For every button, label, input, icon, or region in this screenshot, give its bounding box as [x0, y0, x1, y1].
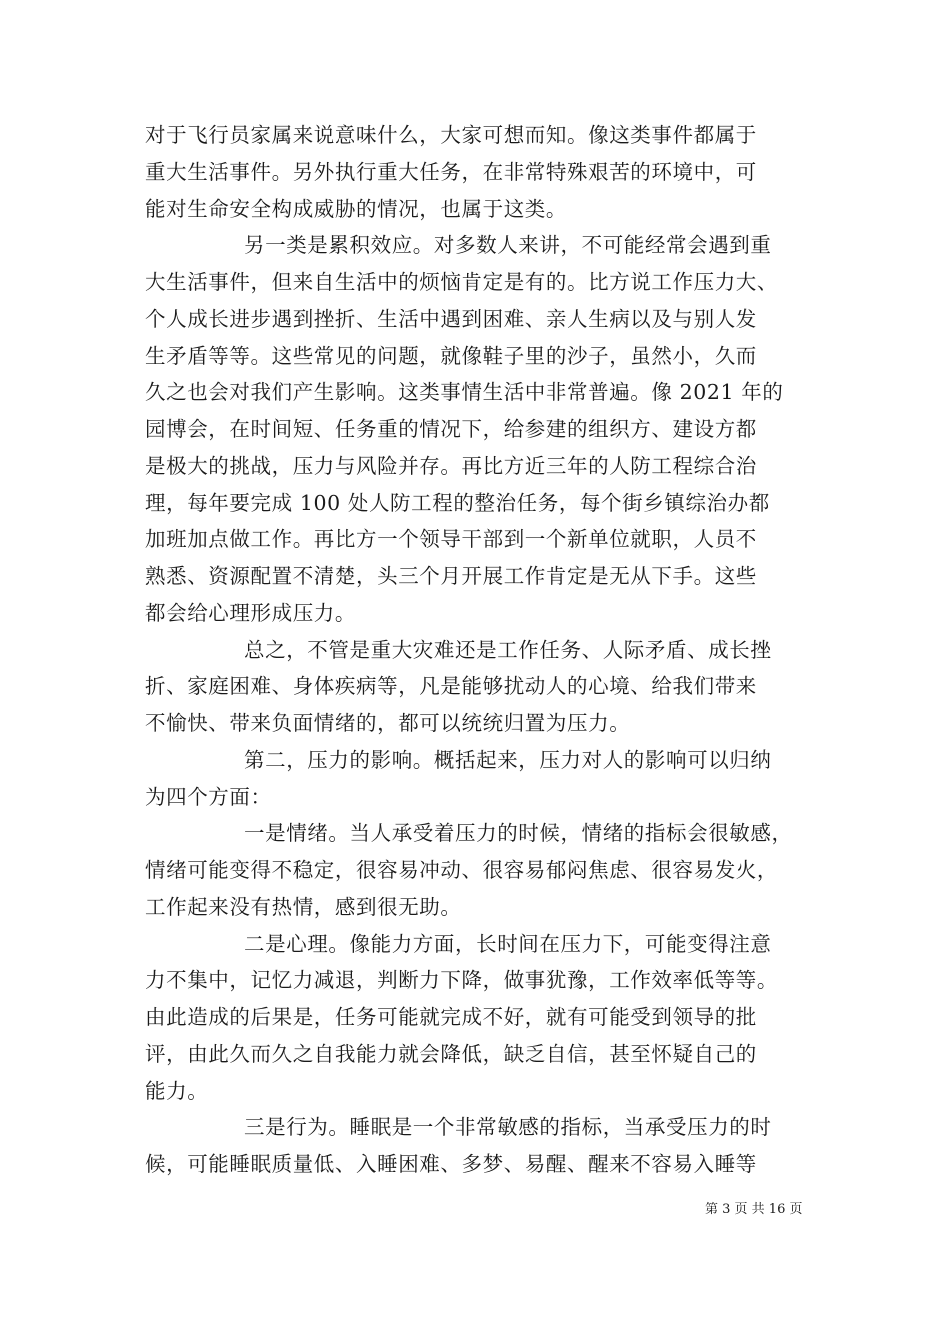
- body-text: [145, 117, 810, 1183]
- text-line: 加班加点做工作。再比方一个领导干部到一个新单位就职，人员不: [145, 527, 757, 552]
- text-line: 情绪可能变得不稳定，很容易冲动、很容易郁闷焦虑、很容易发火，: [145, 858, 778, 882]
- text-line: 对于飞行员家属来说意味什么，大家可想而知。像这类事件都属于: [145, 123, 757, 147]
- text-line: 候，可能睡眠质量低、入睡困难、多梦、易醒、醒来不容易入睡等: [145, 1152, 757, 1176]
- paragraph-first-line: 总之，不管是重大灾难还是工作任务、人际矛盾、成长挫: [244, 637, 772, 662]
- text-line: 工作起来没有热情，感到很无助。: [145, 894, 462, 919]
- text-line: 重大生活事件。另外执行重大任务，在非常特殊艰苦的环境中，可: [145, 159, 757, 184]
- text-line: 能力。: [145, 1078, 209, 1103]
- text-line: 力不集中，记忆力减退，判断力下降，做事犹豫，工作效率低等等。: [145, 968, 778, 993]
- text-line: 能对生命安全构成威胁的情况，也属于这类。: [145, 196, 567, 221]
- text-line: 熟悉、资源配置不清楚，头三个月开展工作肯定是无从下手。这些: [145, 564, 757, 588]
- text-line: 理，每年要完成 100 处人防工程的整治任务，每个街乡镇综治办都: [145, 490, 770, 515]
- page-number-footer: 第 3 页 共 16 页: [705, 1202, 803, 1217]
- text-line: 由此造成的后果是，任务可能就完成不好，就有可能受到领导的批: [145, 1005, 757, 1029]
- text-line: 评，由此久而久之自我能力就会降低，缺乏自信，甚至怀疑自己的: [145, 1041, 757, 1066]
- text-line: 都会给心理形成压力。: [145, 600, 356, 625]
- paragraph-first-line: 另一类是累积效应。对多数人来讲，不可能经常会遇到重: [244, 233, 772, 258]
- paragraph-first-line: 第二，压力的影响。概括起来，压力对人的影响可以归纳: [244, 747, 772, 772]
- paragraph-first-line: 二是心理。像能力方面，长时间在压力下，可能变得注意: [244, 931, 772, 956]
- text-line: 久之也会对我们产生影响。这类事情生活中非常普遍。像 2021 年的: [145, 380, 784, 405]
- text-line: 生矛盾等等。这些常见的问题，就像鞋子里的沙子，虽然小，久而: [145, 343, 757, 368]
- text-line: 为四个方面：: [145, 784, 272, 809]
- text-line: 折、家庭困难、身体疾病等，凡是能够扰动人的心境、给我们带来: [145, 674, 757, 699]
- text-line: 园博会，在时间短、任务重的情况下，给参建的组织方、建设方都: [145, 417, 757, 441]
- paragraph-first-line: 一是情绪。当人承受着压力的时候，情绪的指标会很敏感，: [244, 821, 793, 846]
- text-line: 不愉快、带来负面情绪的，都可以统统归置为压力。: [145, 711, 631, 735]
- paragraph-first-line: 三是行为。睡眠是一个非常敏感的指标，当承受压力的时: [244, 1115, 772, 1140]
- text-line: 是极大的挑战，压力与风险并存。再比方近三年的人防工程综合治: [145, 453, 757, 478]
- text-line: 个人成长进步遇到挫折、生活中遇到困难、亲人生病以及与别人发: [145, 306, 757, 331]
- text-line: 大生活事件，但来自生活中的烦恼肯定是有的。比方说工作压力大、: [145, 270, 778, 294]
